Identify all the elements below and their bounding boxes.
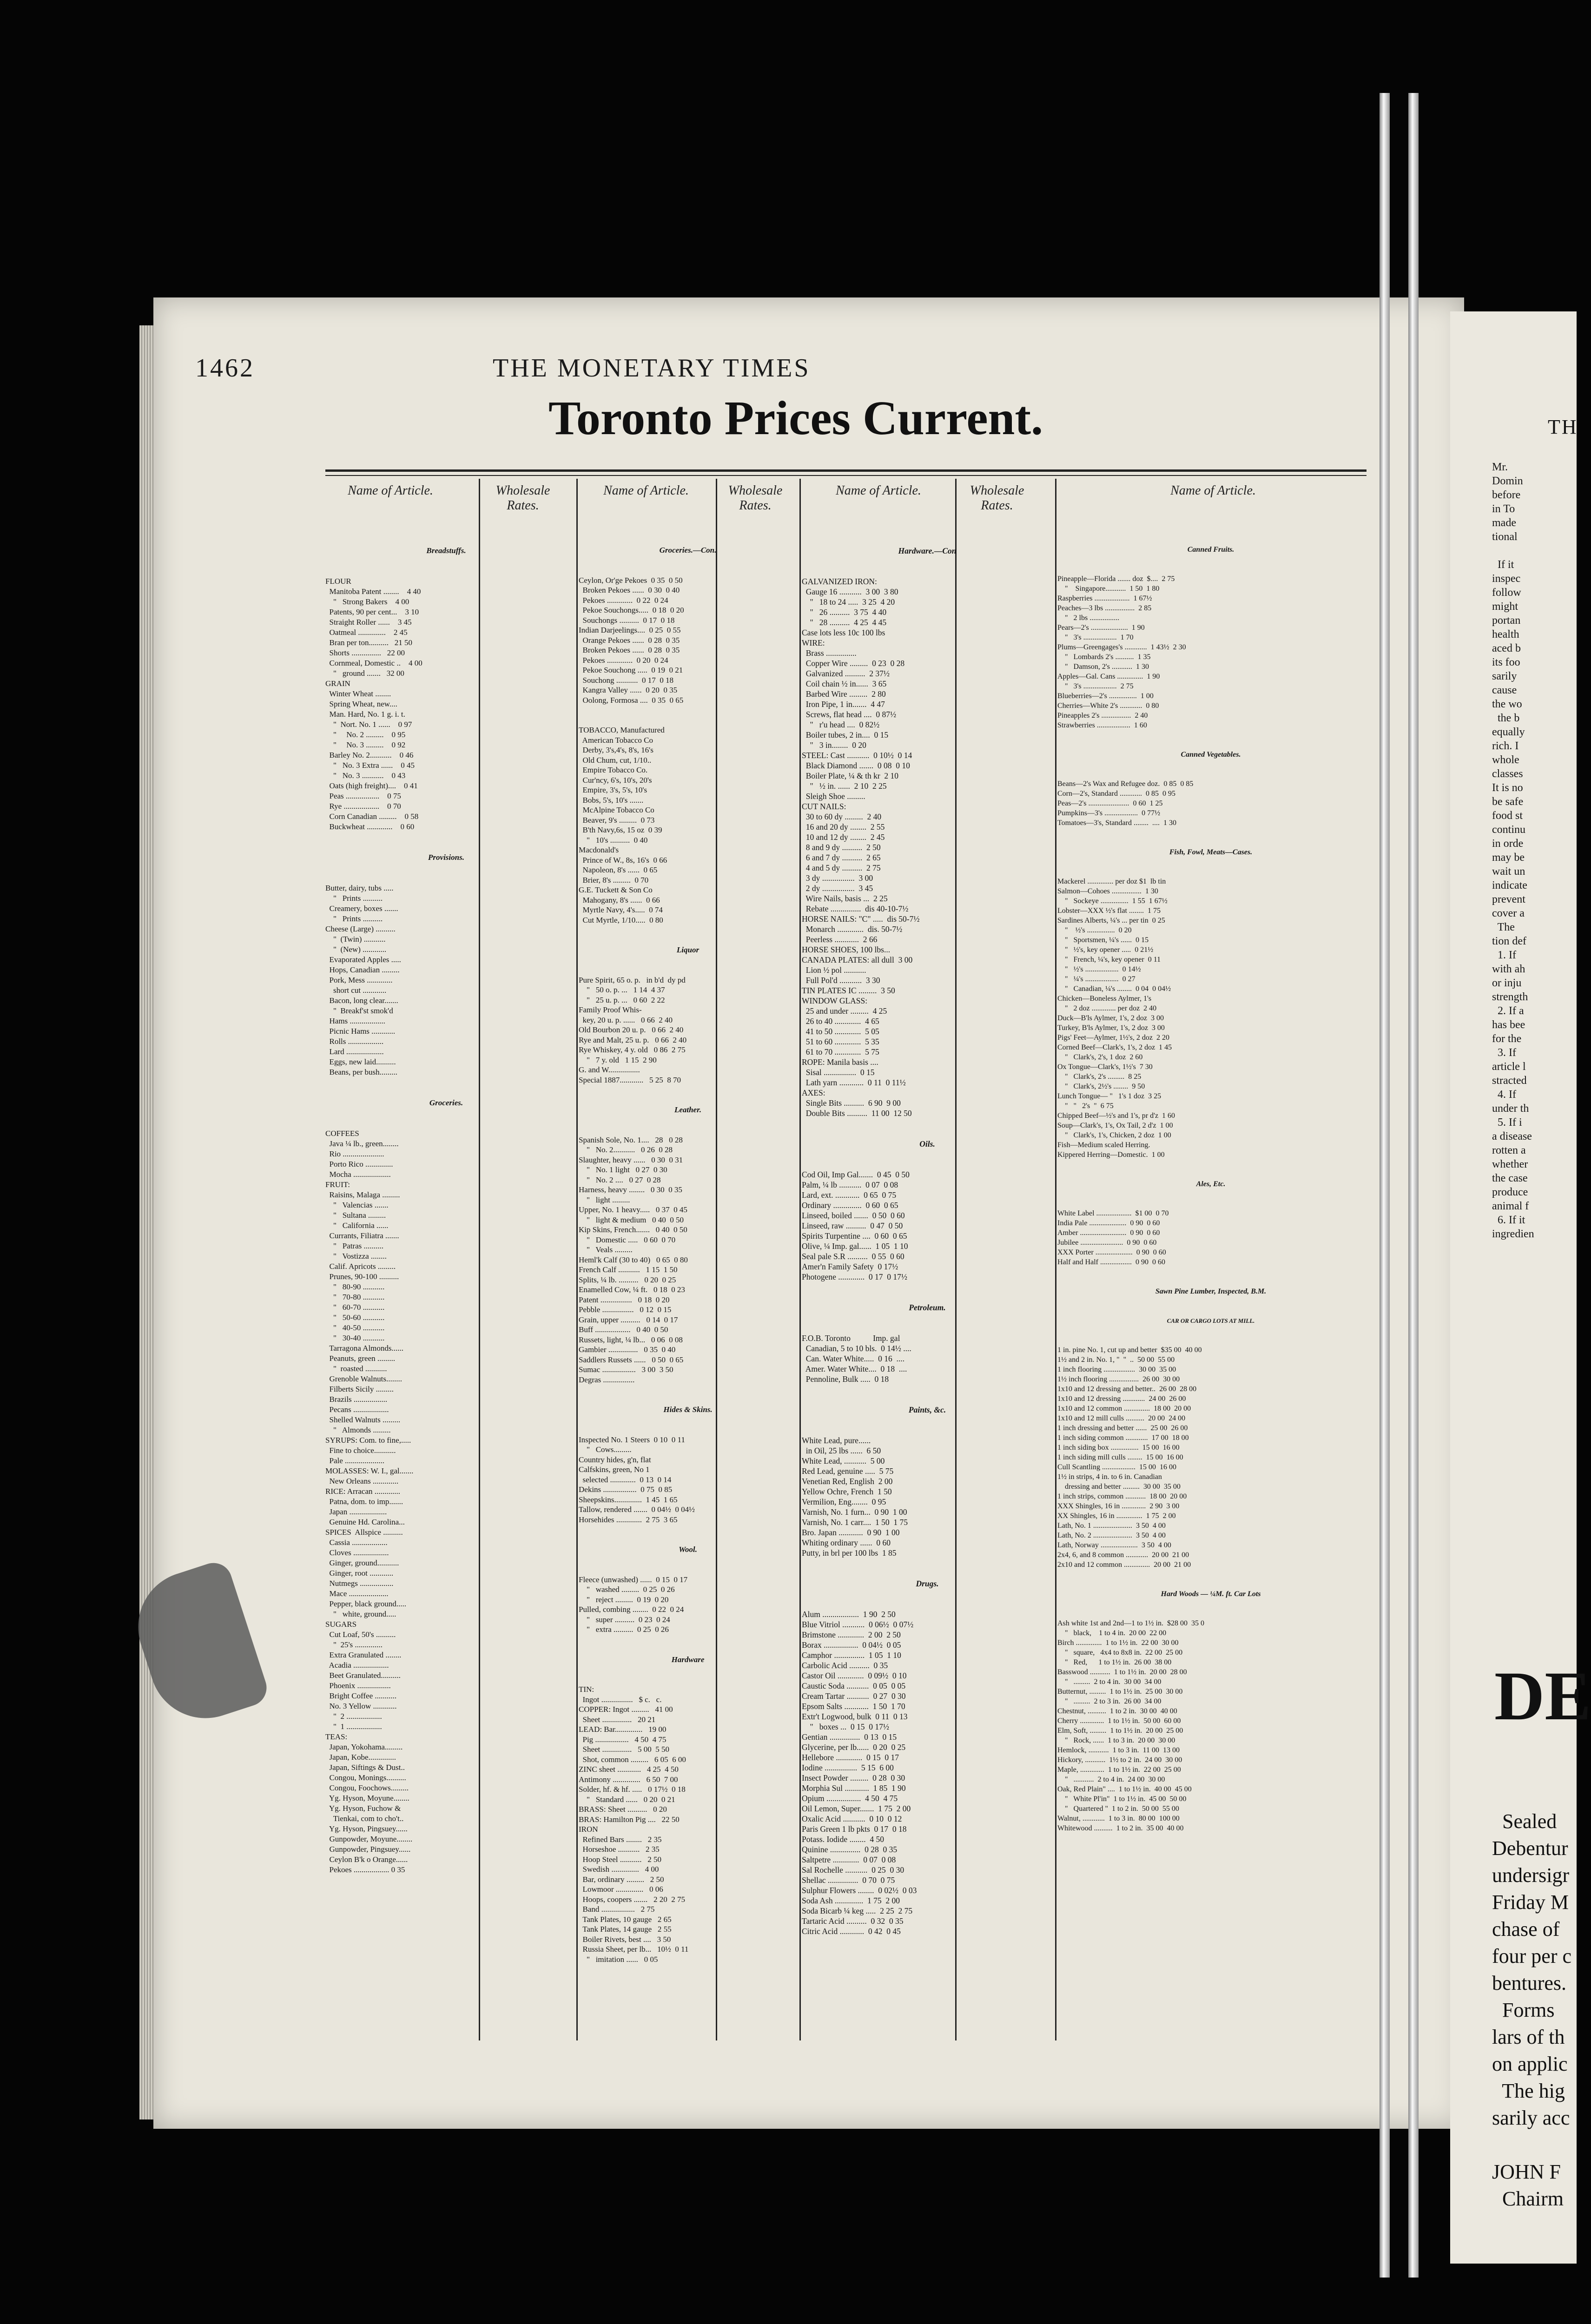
- section-heading: Hardware.—Con: [898, 546, 957, 555]
- price-list: White Label ................... $1 00 0 70 India Pale .................... 0 90 0 60 Amber ......................... 0 90 0 60 Jubilee ....................... 0 90 0 60 XXX Porter .................... 0 90 0 60 Half and Half ................. 0 90 0 60: [1057, 1209, 1169, 1266]
- col2-rate-header: Wholesale Rates.: [728, 483, 783, 513]
- col2-name-header: Name of Article.: [603, 483, 689, 498]
- price-list: Ash white 1st and 2nd—1 to 1½ in. $28 00 35 0 " black, 1 to 4 in. 20 00 22 00 Birch .............. 1 to 1½ in. 22 00 30 00 " square, 4x4 to 8x8 in. 22 00 25 00 " Red, 1 to 1½ in. 26 00 38 00 Basswood ........... 1 to 1½ in. 20 00 28 00 " ......... 2 to 4 in. 30 00 34 00 Butternut, ......... 1 to 1½ in. 25 00 30 00 " ......... 2 to 3 in. 26 00 34 00 Chestnut, .......... 1 to 2 in. 30 00 40 00 Cherry ............. 1 to 1½ in. 50 00 60 00 Elm, Soft, ......... 1 to 1½ in. 20 00 25 00 " Rock, ...... 1 to 3 in. 20 00 30 00 Hemlock, ........... 1 to 3 in. 11 00 13 00 Hickory, ........... 1½ to 2 in. 24 00 30 00 Maple, ............. 1 to 1½ in. 22 00 25 00 " ........... 2 to 4 in. 24 00 30 00 Oak, Red Plain" .... 1 to 1½ in. 40 00 45 00 " White Pl'in" 1 to 1½ in. 45 00 50 00 " Quartered " 1 to 2 in. 50 00 55 00 Walnut, ............ 1 to 3 in. 80 00 100 00 Whitewood .......... 1 to 2 in. 35 00 40 00: [1057, 1619, 1204, 1832]
- price-column-3: [802, 525, 1053, 1947]
- price-list: Cod Oil, Imp Gal....... 0 45 0 50 Palm, ¼ lb ........... 0 07 0 08 Lard, ext. ............ 0 65 0 75 Ordinary .............. 0 60 0 65 Linseed, boiled ....... 0 50 0 60 Linseed, raw .......... 0 47 0 50 Spirits Turpentine .... 0 60 0 65 Olive, ¼ Imp. gal...... 1 05 1 10 Seal pale S.R .......... 0 55 0 60 Amer'n Family Safety 0 17½ Photogene ............. 0 17 0 17½: [802, 1170, 910, 1281]
- section-heading: Hides & Skins.: [663, 1405, 713, 1414]
- section-heading: Paints, &c.: [908, 1405, 946, 1414]
- paper-title: THE MONETARY TIMES: [493, 354, 811, 383]
- section-heading: Provisions.: [428, 853, 464, 862]
- section-heading: Ales, Etc.: [1196, 1180, 1226, 1188]
- section-heading: Oils.: [919, 1139, 935, 1149]
- col3-name-header: Name of Article.: [836, 483, 921, 498]
- binder-bar-right: [1408, 93, 1419, 2278]
- price-list: TOBACCO, Manufactured American Tobacco Co Derby, 3's,4's, 8's, 16's Old Chum, cut, 1/10.. Empire Tobacco Co. Cur'ncy, 6's, 10's, 20's Empire, 3's, 5's, 10's Bobs, 5's, 10's ....... McAlpine Tobacco Co Beaver, 9's ......... 0 73 B'th Navy,6s, 15 oz 0 39 " 10's .......... 0 40 Macdonald's Prince of W., 8s, 16's 0 66 Napoleon, 8's ...... 0 65 Brier, 8's ......... 0 70 G.E. Tuckett & Son Co Mahogany, 8's ...... 0 66 Myrtle Navy, 4's..... 0 74 Cut Myrtle, 1/10..... 0 80: [579, 726, 667, 924]
- price-list: Fleece (unwashed) ...... 0 15 0 17 " washed ......... 0 25 0 26 " reject ......... 0 19 0 20 Pulled, combing ........ 0 22 0 24 " super .......... 0 23 0 24 " extra .......... 0 25 0 26: [579, 1575, 688, 1634]
- section-heading: Leather.: [674, 1105, 702, 1114]
- col4-name-header: Name of Article.: [1170, 483, 1256, 498]
- price-list: FLOUR Manitoba Patent ........ 4 40 " Strong Bakers 4 00 Patents, 90 per cent... 3 10 Straight Roller ...... 3 45 Oatmeal .............. 2 45 Bran per ton.......... 21 50 Shorts ............... 22 00 Cornmeal, Domestic .. 4 00 " ground ....... 32 00 GRAIN Winter Wheat ........ Spring Wheat, new.... Man. Hard, No. 1 g. i. t. " Nort. No. 1 ...... 0 97 " No. 2 ......... 0 95 " No. 3 ......... 0 92 Barley No. 2........... 0 46 " No. 3 Extra ...... 0 45 " No. 3 ........... 0 43 Oats (high freight).... 0 41 Peas ................. 0 75 Rye .................. 0 70 Corn Canadian ......... 0 58 Buckwheat ............. 0 60: [325, 577, 423, 831]
- col1-rate-header: Wholesale Rates.: [495, 483, 550, 513]
- section-heading: Wool.: [679, 1545, 697, 1554]
- col3-rate-header: Wholesale Rates.: [970, 483, 1024, 513]
- section-heading: Canned Vegetables.: [1181, 751, 1241, 759]
- price-list: GALVANIZED IRON: Gauge 16 ........... 3 00 3 80 " 18 to 24 ..... 3 25 4 20 " 26 .......... 3 75 4 40 " 28 .......... 4 25 4 45 Case lots less 10c 100 lbs WIRE: Brass ............... Copper Wire ......... 0 23 0 28 Galvanized .......... 2 37½ Coil chain ½ in...... 3 65 Barbed Wire ......... 2 80 Iron Pipe, 1 in....... 4 47 Screws, flat head .... 0 87½ " r'u head .... 0 82½ Boiler tubes, 2 in.... 0 15 " 3 in........ 0 20 STEEL: Cast ........... 0 10½ 0 14 Black Diamond ....... 0 08 0 10 Boiler Plate, ¼ & th kr 2 10 " ½ in. ...... 2 10 2 25 Sleigh Shoe ......... CUT NAILS: 30 to 60 dy ......... 2 40 16 and 20 dy ........ 2 55 10 and 12 dy ........ 2 45 8 and 9 dy .......... 2 50 6 and 7 dy .......... 2 65 4 and 5 dy .......... 2 75 3 dy ................ 3 00 2 dy ................ 3 45 Wire Nails, basis ... 2 25 Rebate ............... dis 40-10-7½ HORSE NAILS: "C" ..... dis 50-7½ Monarch ............. dis. 50-7½ Peerless ............ 2 66 HORSE SHOES, 100 lbs... CANADA PLATES: all dull 3 00 Lion ½ pol ........... Full Pol'd ........... 3 30 TIN PLATES IC ......... 3 50 WINDOW GLASS: 25 and under ......... 4 25 26 to 40 ............. 4 65 41 to 50 ............. 5 05 51 to 60 ............. 5 35 61 to 70 ............. 5 75 ROPE: Manila basis .... Sisal ................ 0 15 Lath yarn ............ 0 11 0 11½ AXES: Single Bits .......... 6 90 9 00 Double Bits .......... 11 00 12 50: [802, 577, 920, 1118]
- section-heading: Liquor: [676, 945, 700, 954]
- section-heading: Canned Fruits.: [1187, 546, 1235, 554]
- price-list: Spanish Sole, No. 1.... 28 0 28 " No. 2........... 0 26 0 28 Slaughter, heavy ...... 0 30 0 31 " No. 1 light 0 27 0 30 " No. 2 .... 0 27 0 28 Harness, heavy ........ 0 30 0 35 " light ......... Upper, No. 1 heavy..... 0 37 0 45 " light & medium 0 40 0 50 Kip Skins, French....... 0 40 0 50 " Domestic ..... 0 60 0 70 " Veals ......... Heml'k Calf (30 to 40) 0 65 0 80 French Calf ........... 1 15 1 50 Splits, ¼ lb. .......... 0 20 0 25 Enamelled Cow, ¼ ft. 0 18 0 23 Patent ................ 0 18 0 20 Pebble ................ 0 12 0 15 Grain, upper .......... 0 14 0 17 Buff .................. 0 40 0 50 Russets, light, ¼ lb... 0 06 0 08 Gambier ............... 0 35 0 40 Saddlers Russets ...... 0 50 0 65 Sumac ................. 3 00 3 50 Degras ................: [579, 1135, 688, 1384]
- binder-bar-left: [1380, 93, 1390, 2278]
- price-list: F.O.B. Toronto Imp. gal Canadian, 5 to 10 bls. 0 14½ .... Can. Water White..... 0 16 .... Amer. Water White.... 0 18 .... Pennoline, Bulk ..... 0 18: [802, 1334, 911, 1384]
- price-list: Beans—2's Wax and Refugee doz. 0 85 0 85 Corn—2's, Standard ............ 0 85 0 95 Peas—2's ...................... 0 60 1 25 Pumpkins—3's .................. 0 77½ Tomatoes—3's, Standard ........ .... 1 30: [1057, 780, 1194, 827]
- price-list: Alum .................. 1 90 2 50 Blue Vitriol ........... 0 06½ 0 07½ Brimstone ............. 2 00 2 50 Borax ................. 0 04½ 0 05 Camphor ............... 1 05 1 10 Carbolic Acid .......... 0 35 Castor Oil ............. 0 09½ 0 10 Caustic Soda ........... 0 05 0 05 Cream Tartar ........... 0 27 0 30 Epsom Salts ............ 1 50 1 70 Extr't Logwood, bulk 0 11 0 13 " boxes ... 0 15 0 17½ Gentian ............... 0 13 0 15 Glycerine, per lb...... 0 20 0 25 Hellebore ............. 0 15 0 17 Iodine ................ 5 15 6 00 Insect Powder ......... 0 28 0 30 Morphia Sul ............ 1 85 1 90 Opium ................. 4 50 4 75 Oil Lemon, Super....... 1 75 2 00 Oxalic Acid ........... 0 10 0 12 Paris Green 1 lb pkts 0 17 0 18 Potass. Iodide ........ 4 50 Quinine ............... 0 28 0 35 Saltpetre ............. 0 07 0 08 Sal Rochelle ........... 0 25 0 30 Shellac ............... 0 70 0 75 Sulphur Flowers ........ 0 02½ 0 03 Soda Ash .............. 1 75 2 00 Soda Bicarb ¼ keg ..... 2 25 2 75 Tartaric Acid .......... 0 32 0 35 Citric Acid ............ 0 42 0 45: [802, 1610, 917, 1936]
- price-column-1: [325, 525, 567, 1885]
- price-list: COFFEES Java ¼ lb., green........ Rio ..................... Porto Rico .............. Mocha ................... FRUIT: Raisins, Malaga ......... " Valencias ....... " Sultana ......... " California ...... Currants, Filiatra ....... " Patras .......... " Vostizza ........ Calif. Apricots ......... Prunes, 90-100 .......... " 80-90 ........... " 70-80 ........... " 60-70 ........... " 50-60 ........... " 40-50 ........... " 30-40 ........... Tarragona Almonds...... Peanuts, green ......... " roasted ........... Grenoble Walnuts........ Filberts Sicily ......... Brazils ................. Pecans .................. Shelled Walnuts ......... " Almonds ......... SYRUPS: Com. to fine,..... Fine to choice........... Pale .................... MOLASSES: W. I., gal....... New Orleans ............. RICE: Arracan ............. Patna, dom. to imp....... Japan ................... Genuine Hd. Carolina... SPICES Allspice .......... Cassia .................. Cloves .................. Ginger, ground........... Ginger, root ............ Nutmegs ................. Mace .................... Pepper, black ground..... " white, ground..... SUGARS Cut Loaf, 50's .......... " 25's .............. Extra Granulated ........ Acadia .................. Beet Granulated.......... Phoenix ................. Bright Coffee ........... No. 3 Yellow ............ " 2 .................. " 1 .................. TEAS: Japan, Yokohama......... Japan, Kobe.............. Japan, Siftings & Dust.. Congou, Monings.......... Congou, Foochows......... Yg. Hyson, Moyune........ Yg. Hyson, Fuchow & Tienkai, com to cho't.. Yg. Hyson, Pingsuey...... Gunpowder, Moyune........ Gunpowder, Pingsuey...... Ceylon B'k o Orange...... Pekoes .................. 0 35: [325, 1129, 414, 1874]
- price-list: Pineapple—Florida ....... doz $.... 2 75 " Singapore........... 1 50 1 80 Raspberries ................... 1 67½ Peaches—3 lbs ................ 2 85 " 2 lbs ................ Pears—2's .................... 1 90 " 3's .................. 1 70 Plums—Greengages's ............ 1 43½ 2 30 " Lombards 2's .......... 1 35 " Damson, 2's ........... 1 30 Apples—Gal. Cans .............. 1 90 " 3's .................. 2 75 Blueberries—2's ............... 1 00 Cherries—White 2's ............ 0 80 Pineapples 2's ................ 2 40 Strawberries .................. 1 60: [1057, 575, 1186, 729]
- price-column-2: [579, 525, 797, 1974]
- facing-page-header: TH: [1548, 416, 1578, 438]
- section-heading: Breadstuffs.: [426, 546, 466, 555]
- column-rule: [799, 479, 801, 2040]
- section-heading: Hardware: [671, 1655, 705, 1664]
- section-heading: Hard Woods — ¼M. ft. Car Lots: [1161, 1590, 1261, 1598]
- section-heading: Fish, Fowl, Meats—Cases.: [1169, 848, 1253, 856]
- price-list: Inspected No. 1 Steers 0 10 0 11 " Cows......... Country hides, g'n, flat Calfskins, green, No 1 selected ............. 0 13 0 14 Dekins ................. 0 75 0 85 Sheepskins.............. 1 45 1 65 Tallow, rendered ....... 0 04½ 0 04½ Horsehides ............. 2 75 3 65: [579, 1435, 695, 1524]
- price-list: TIN: Ingot ................ $ c. c. COPPER: Ingot ......... 41 00 Sheet ............... 20 21 LEAD: Bar.............. 19 00 Pig ................. 4 50 4 75 Sheet ............... 5 00 5 50 Shot, common ......... 6 05 6 00 ZINC sheet ............ 4 25 4 50 Antimony .............. 6 50 7 00 Solder, hf. & hf. ..... 0 17½ 0 18 " Standard ...... 0 20 0 21 BRASS: Sheet .......... 0 20 BRAS: Hamilton Pig .... 22 50 IRON Refined Bars ........ 2 35 Horseshoe ........... 2 35 Hoop Steel ........... 2 50 Swedish .............. 4 00 Bar, ordinary ......... 2 50 Lowmoor .............. 0 06 Hoops, coopers ....... 2 20 2 75 Band ................. 2 75 Tank Plates, 10 gauge 2 65 Tank Plates, 14 gauge 2 55 Boiler Rivets, best .... 3 50 Russia Sheet, per lb... 10½ 0 11 " imitation ...... 0 05: [579, 1685, 689, 1964]
- section-heading: Groceries.: [429, 1098, 463, 1107]
- page-title: Toronto Prices Current.: [548, 391, 1043, 445]
- price-list: 1 in. pine No. 1, cut up and better $35 00 40 00 1½ and 2 in. No. 1, " " .. 50 00 55 00 1 inch flooring ................. 30 00 35 00 1½ inch flooring ................ 26 00 30 00 1x10 and 12 dressing and better.. 26 00 28 00 1x10 and 12 dressing ............ 24 00 26 00 1x10 and 12 common .............. 18 00 20 00 1x10 and 12 mill culls .......... 20 00 24 00 1 inch dressing and better ...... 25 00 26 00 1 inch siding common ............ 17 00 18 00 1 inch siding box ............... 15 00 16 00 1 inch siding mill culls ........ 15 00 16 00 Cull Scantling .................. 15 00 16 00 1½ in strips, 4 in. to 6 in. Canadian dressing and better ......... 30 00 35 00 1 inch strips, common ........... 18 00 20 00 XXX Shingles, 16 in ............. 2 90 3 00 XX Shingles, 16 in .............. 1 75 2 00 Lath, No. 1 ..................... 3 50 4 00 Lath, No. 2 ..................... 3 50 4 00 Lath, Norway .................... 3 50 4 00 2x4, 6, and 8 common ............ 20 00 21 00 2x10 and 12 common .............. 20 00 21 00: [1057, 1346, 1202, 1569]
- facing-page-heading: DE: [1494, 1657, 1591, 1735]
- facing-page-text: Mr. Domin before in To made tional If it inspec follow might portan health aced b its foo sarily cause the wo the b equally rich. I whole classes It is no be safe food st continu in orde may be wait un indicate prevent cover a The tion def 1. If with ah or inju strength 2. If a has bee for the 3. If article l stracted 4. If under th 5. If i a disease rotten a whether the case produce animal f 6. If it ingredien: [1492, 461, 1534, 1240]
- section-subheading: CAR OR CARGO LOTS AT MILL.: [1167, 1317, 1255, 1324]
- title-rule-thin: [325, 475, 1367, 476]
- price-column-4: [1057, 525, 1364, 1843]
- price-list: White Lead, pure...... in Oil, 25 lbs ...... 6 50 White Lead, ........... 5 00 Red Lead, genuine ..... 5 75 Venetian Red, English 2 00 Yellow Ochre, French 1 50 Vermilion, Eng........ 0 95 Varnish, No. 1 furn... 0 90 1 00 Varnish, No. 1 carr.... 1 50 1 75 Bro. Japan ............ 0 90 1 00 Whiting ordinary ...... 0 60 Putty, in brl per 100 lbs 1 85: [802, 1436, 908, 1558]
- section-heading: Groceries.—Con.: [659, 546, 717, 555]
- section-heading: Sawn Pine Lumber, Inspected, B.M.: [1155, 1287, 1267, 1295]
- price-list: Butter, dairy, tubs ..... " Prints .......... Creamery, boxes ....... " Prints .......... Cheese (Large) .......... " (Twin) ........... " (New) ............ Evaporated Apples ..... Hops, Canadian ......... Pork, Mess ............. short cut ............ Bacon, long clear....... " Breakf'st smok'd Hams .................. Picnic Hams ............ Rolls .................. Lard ................... Eggs, new laid.......... Beans, per bush.........: [325, 884, 401, 1076]
- section-heading: Petroleum.: [909, 1303, 946, 1312]
- section-heading: Drugs.: [916, 1579, 939, 1588]
- title-rule: [325, 469, 1367, 472]
- facing-page: [1450, 311, 1591, 2264]
- column-rule: [576, 479, 578, 2040]
- price-list: Mackerel .............. per doz $1 lb tin Salmon—Cohoes ................ 1 30 " Sockeye ............... 1 55 1 67½ Lobster—XXX ½'s flat ........ 1 75 Sardines Alberts, ¼'s ... per tin 0 25 " ½'s ............... 0 20 " Sportsmen, ¼'s ...... 0 15 " ½'s, key opener ..... 0 21½ " French, ¼'s, key opener 0 11 " ½'s .................. 0 14½ " ¼'s .................. 0 27 " Canadian, ¼'s ........ 0 04 0 04½ Chicken—Boneless Aylmer, 1's " 2 doz ............. per doz 2 40 Duck—B'ls Aylmer, 1's, 2 doz 3 00 Turkey, B'ls Aylmer, 1's, 2 doz 3 00 Pigs' Feet—Aylmer, 1½'s, 2 doz 2 20 Corned Beef—Clark's, 1's, 2 doz 1 45 " Clark's, 2's, 1 doz 2 60 Ox Tongue—Clark's, 1½'s 7 30 " Clark's, 2's ......... 8 25 " Clark's, 2½'s ........ 9 50 Lunch Tongue— " 1's 1 doz 3 25 " " 2's " 6 75 Chipped Beef—½'s and 1's, pr d'z 1 60 Soup—Clark's, 1's, Ox Tail, 2 d'z 1 00 " Clark's, 1's, Chicken, 2 doz 1 00 Fish—Medium scaled Herring. Kippered Herring—Domestic. 1 00: [1057, 878, 1175, 1159]
- col1-name-header: Name of Article.: [348, 483, 433, 498]
- page-number: 1462: [195, 354, 255, 383]
- column-rule: [1055, 479, 1056, 2040]
- price-list: Pure Spirit, 65 o. p. in b'd dy pd " 50 o. p. ... 1 14 4 37 " 25 u. p. ... 0 60 2 22 Family Proof Whis- key, 20 u. p. ...... 0 66 2 40 Old Bourbon 20 u. p. 0 66 2 40 Rye and Malt, 25 u. p. 0 66 2 40 Rye Whiskey, 4 y. old 0 86 2 75 " 7 y. old 1 15 2 90 G. and W................ Special 1887............ 5 25 8 70: [579, 975, 687, 1084]
- facing-page-notice: Sealed Debentur undersigr Friday M chase of four per c bentures. Forms lars of th on applic The hig sarily acc JOHN F Chairm: [1492, 1810, 1572, 2210]
- price-list: Ceylon, Or'ge Pekoes 0 35 0 50 Broken Pekoes ...... 0 30 0 40 Pekoes ............. 0 22 0 24 Pekoe Souchongs..... 0 18 0 20 Souchongs .......... 0 17 0 18 Indian Darjeelings.... 0 25 0 55 Orange Pekoes ...... 0 28 0 35 Broken Pekoes ...... 0 28 0 35 Pekoes ............. 0 20 0 24 Pekoe Souchong ..... 0 19 0 21 Souchong ........... 0 17 0 18 Kangra Valley ...... 0 20 0 35 Oolong, Formosa .... 0 35 0 65: [579, 575, 684, 705]
